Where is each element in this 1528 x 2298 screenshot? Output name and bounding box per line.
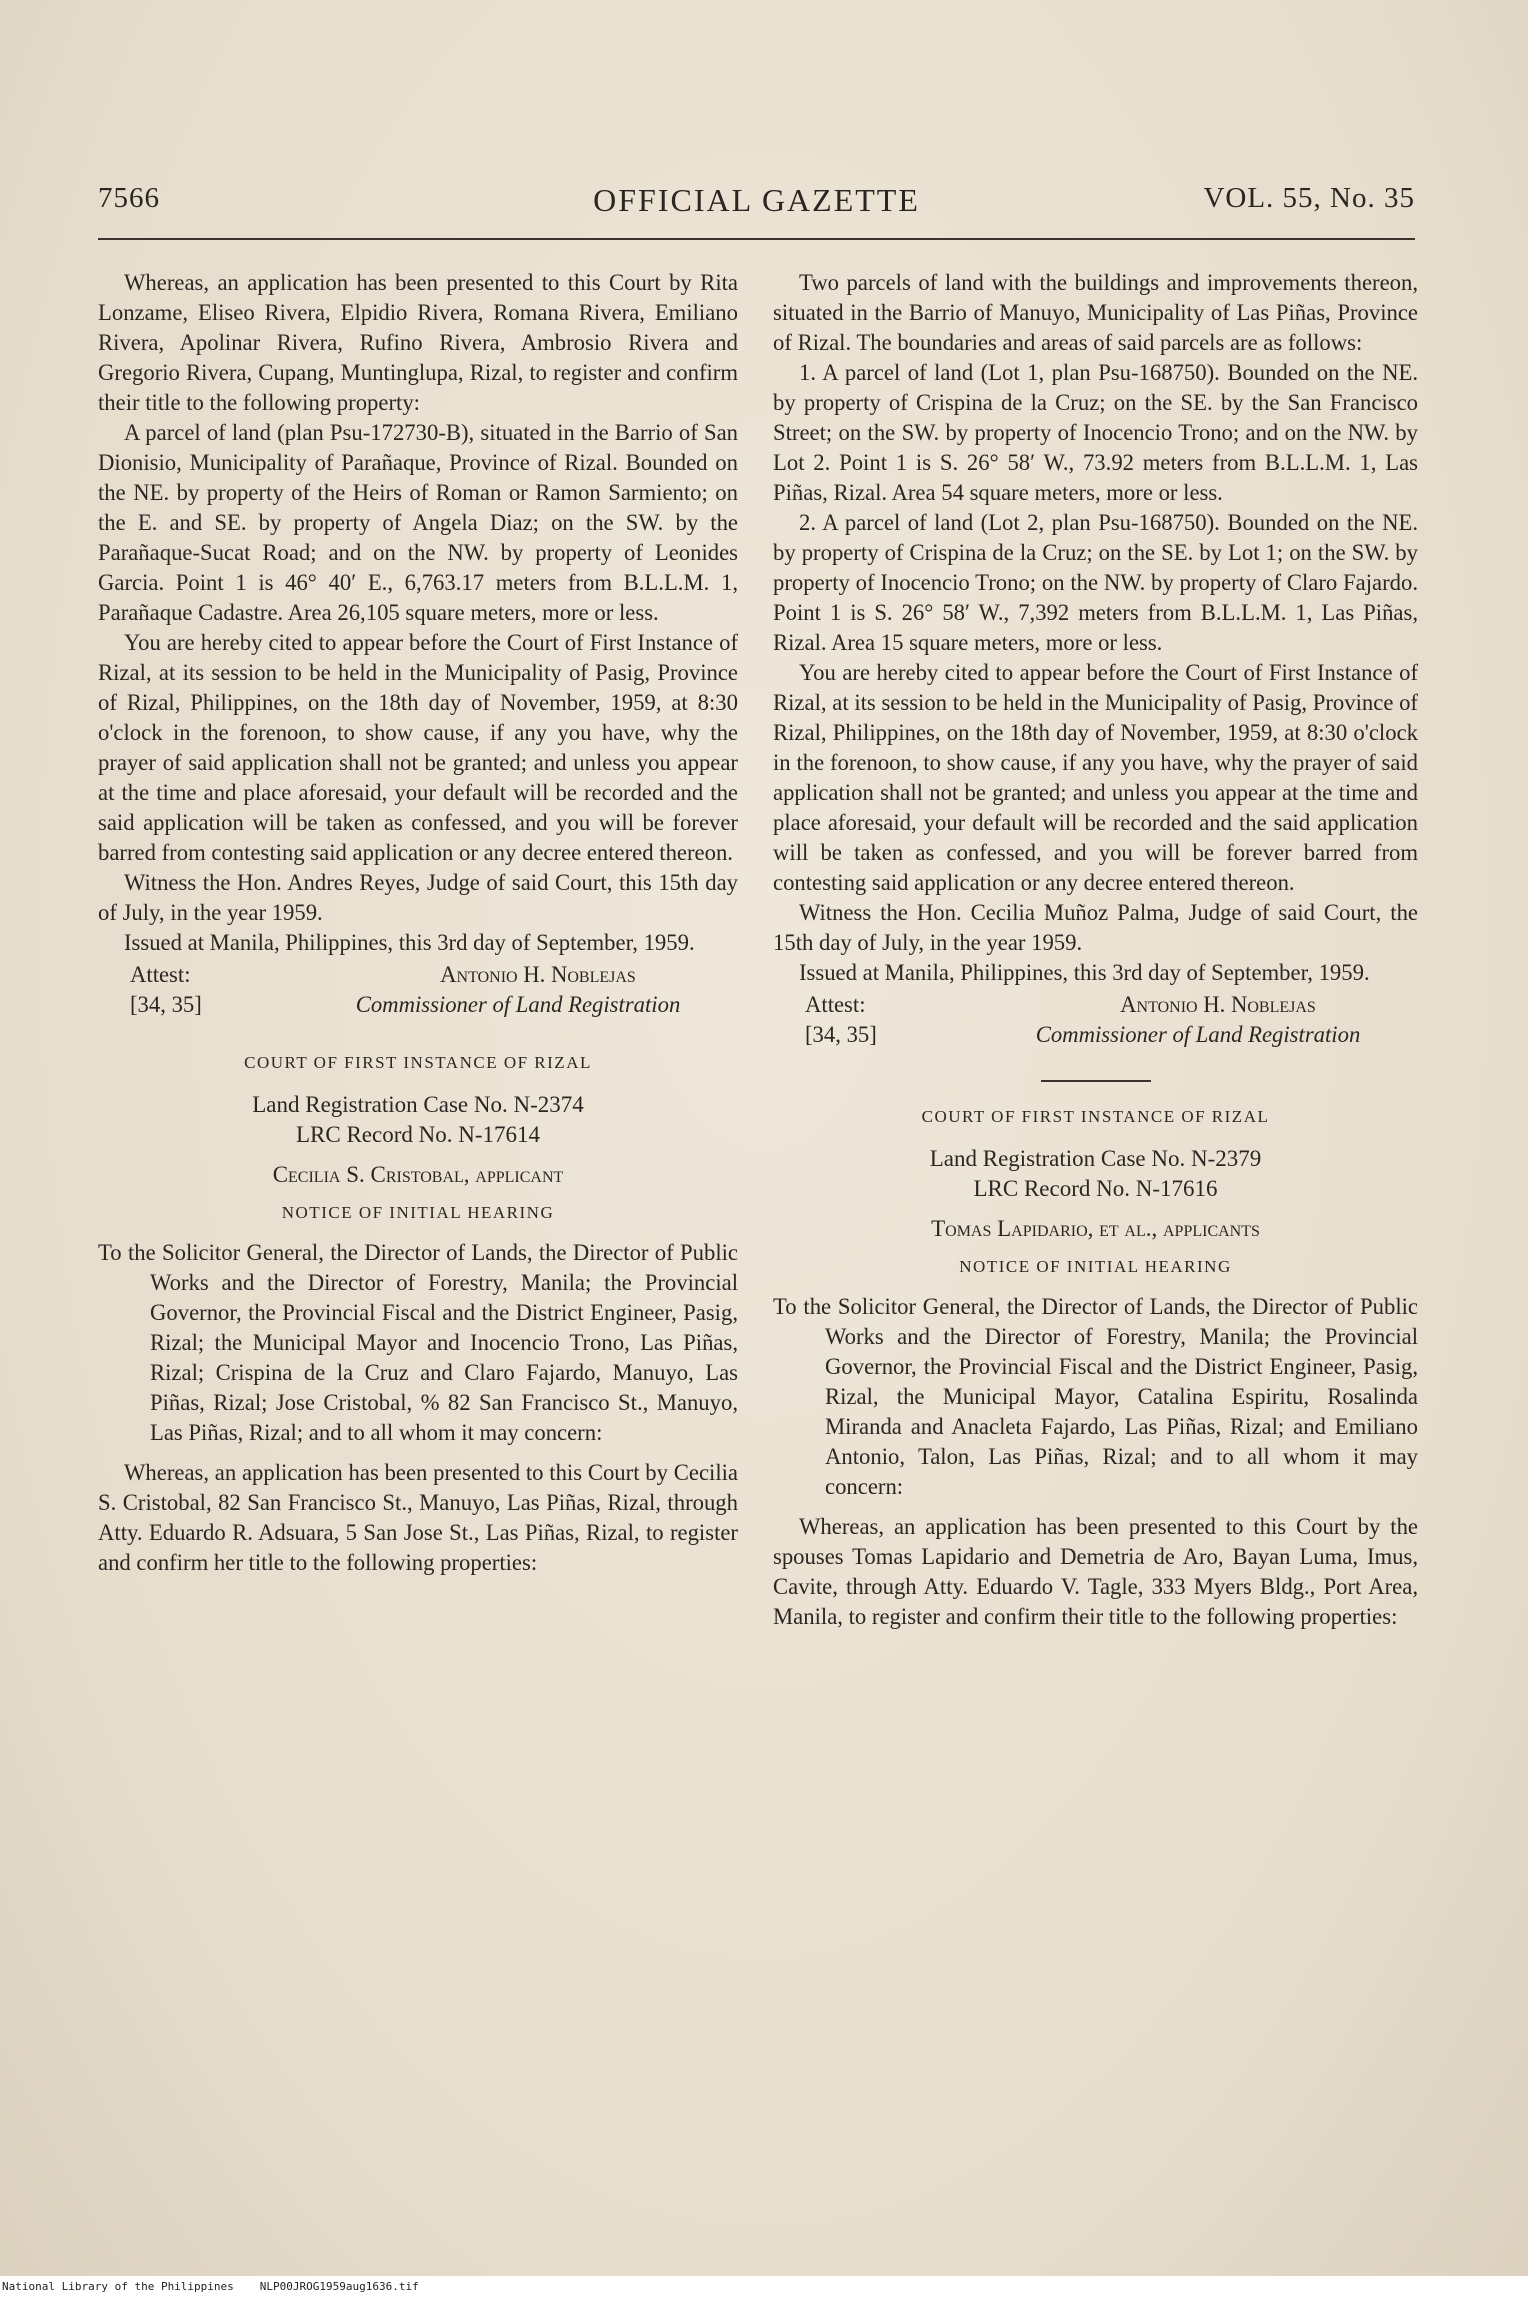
lrc-record: LRC Record No. N-17614	[295, 1122, 541, 1147]
notice-heading: NOTICE OF INITIAL HEARING	[281, 1203, 555, 1222]
publication-title: OFFICIAL GAZETTE	[593, 182, 920, 218]
source-filename: NLP00JROG1959aug1636.tif	[259, 2280, 419, 2293]
right-column	[773, 268, 1418, 1632]
addressee-paragraph: To the Solicitor General, the Director of Lands, the Director of Public Works and the Director of Forestry, Manila; the Provincial Governor, the Provincial Fiscal and the District Engineer, Pasig, Rizal, the Municipal Mayor, Catalina Espiritu, Rosalinda Miranda and Anacleta Fajardo, Las Piñas, Rizal; and Emiliano Antonio, Talon, Las Piñas, Rizal; and to all whom it may concern:	[773, 1294, 1418, 1499]
paragraph: Witness the Hon. Andres Reyes, Judge of said Court, this 15th day of July, in the year 1959.	[98, 870, 738, 925]
header-rule	[98, 238, 1415, 240]
paragraph: Whereas, an application has been presented to this Court by Cecilia S. Cristobal, 82 San Francisco St., Manuyo, Las Piñas, Rizal, through Atty. Eduardo R. Adsuara, 5 San Jose St., Las Piñas, Rizal, to register and confirm her title to the following properties:	[98, 1460, 738, 1575]
signatory-name: Antonio H. Noblejas	[1120, 992, 1316, 1017]
attest-label: Attest:	[805, 992, 866, 1017]
signatory-title: Commissioner of Land Registration	[1035, 1022, 1361, 1047]
notice-heading: NOTICE OF INITIAL HEARING	[959, 1257, 1232, 1276]
case-number: Land Registration Case No. N-2374	[252, 1092, 584, 1117]
paragraph: 2. A parcel of land (Lot 2, plan Psu-168750). Bounded on the NE. by property of Crispina de la Cruz; on the SE. by Lot 1; on the SW. by property of Inocencio Trono; on the NW. by property of Claro Fajardo. Point 1 is S. 26° 58′ W., 7,392 meters from B.L.L.M. 1, Las Piñas, Rizal. Area 15 square meters, more or less.	[773, 510, 1418, 655]
volume-number: VOL. 55, No. 35	[1203, 182, 1415, 214]
issue-reference: [34, 35]	[130, 992, 202, 1017]
paragraph: You are hereby cited to appear before the Court of First Instance of Rizal, at its session to be held in the Municipality of Pasig, Province of Rizal, Philippines, on the 18th day of November, 1959, at 8:30 o'clock in the forenoon, to show cause, if any you have, why the prayer of said application shall not be granted; and unless you appear at the time and place aforesaid, your default will be recorded and the said application will be taken as confessed, and you will be forever barred from contesting said application or any decree entered thereon.	[98, 630, 738, 865]
attestation-block	[773, 990, 1418, 1050]
paragraph: Whereas, an application has been presented to this Court by Rita Lonzame, Eliseo Rivera, Elpidio Rivera, Romana Rivera, Emiliano Rivera, Apolinar Rivera, Rufino Rivera, Ambrosio Rivera and Gregorio Rivera, Cupang, Muntinglupa, Rizal, to register and confirm their title to the following property:	[98, 270, 738, 415]
lrc-record: LRC Record No. N-17616	[973, 1176, 1218, 1201]
page-number: 7566	[98, 182, 160, 214]
court-heading: COURT OF FIRST INSTANCE OF RIZAL	[244, 1053, 592, 1072]
signatory-title: Commissioner of Land Registration	[355, 992, 681, 1017]
paragraph: Two parcels of land with the buildings and improvements thereon, situated in the Barrio of Manuyo, Municipality of Las Piñas, Province of Rizal. The boundaries and areas of said parcels are as follows:	[773, 270, 1418, 355]
scan-footer	[0, 2276, 1528, 2298]
attest-label: Attest:	[130, 962, 191, 987]
paragraph: Whereas, an application has been presented to this Court by the spouses Tomas Lapidario and Demetria de Aro, Bayan Luma, Imus, Cavite, through Atty. Eduardo V. Tagle, 333 Myers Bldg., Port Area, Manila, to register and confirm their title to the following properties:	[773, 1514, 1418, 1629]
applicant-line: Tomas Lapidario, et al., applicants	[931, 1216, 1260, 1241]
case-number: Land Registration Case No. N-2379	[929, 1146, 1262, 1171]
paragraph: A parcel of land (plan Psu-172730-B), situated in the Barrio of San Dionisio, Municipality of Parañaque, Province of Rizal. Bounded on the NE. by property of the Heirs of Roman or Ramon Sarmiento; on the E. and SE. by property of Angela Diaz; on the SW. by the Parañaque-Sucat Road; and on the NW. by property of Leonides Garcia. Point 1 is 46° 40′ E., 6,763.17 meters from B.L.L.M. 1, Parañaque Cadastre. Area 26,105 square meters, more or less.	[98, 420, 738, 625]
attestation-block	[98, 960, 738, 1020]
paragraph: Issued at Manila, Philippines, this 3rd day of September, 1959.	[124, 930, 695, 955]
page-header	[98, 182, 1415, 230]
paragraph: Issued at Manila, Philippines, this 3rd day of September, 1959.	[799, 960, 1370, 985]
paragraph: You are hereby cited to appear before the Court of First Instance of Rizal, at its session to be held in the Municipality of Pasig, Province of Rizal, Philippines, on the 18th day of November, 1959, at 8:30 o'clock in the forenoon, to show cause, if any you have, why the prayer of said application shall not be granted; and unless you appear at the time and place aforesaid, your default will be recorded and the said application will be taken as confessed, and you will be forever barred from contesting said application or any decree entered thereon.	[773, 660, 1418, 895]
applicant-line: Cecilia S. Cristobal, applicant	[272, 1162, 564, 1187]
spacer	[98, 1020, 738, 1048]
section-divider	[1041, 1080, 1151, 1082]
signatory-name: Antonio H. Noblejas	[440, 962, 636, 987]
left-column	[98, 268, 738, 1578]
paragraph: 1. A parcel of land (Lot 1, plan Psu-168750). Bounded on the NE. by property of Crispina de la Cruz; on the SE. by the San Francisco Street; on the SW. by property of Inocencio Trono; and on the NW. by Lot 2. Point 1 is S. 26° 58′ W., 73.92 meters from B.L.L.M. 1, Las Piñas, Rizal. Area 54 square meters, more or less.	[773, 360, 1418, 505]
court-heading: COURT OF FIRST INSTANCE OF RIZAL	[921, 1107, 1270, 1126]
library-credit: National Library of the Philippines	[2, 2280, 234, 2293]
paragraph: Witness the Hon. Cecilia Muñoz Palma, Judge of said Court, the 15th day of July, in the year 1959.	[773, 900, 1418, 955]
issue-reference: [34, 35]	[805, 1022, 877, 1047]
addressee-paragraph: To the Solicitor General, the Director of Lands, the Director of Public Works and the Director of Forestry, Manila; the Provincial Governor, the Provincial Fiscal and the District Engineer, Pasig, Rizal; the Municipal Mayor and Inocencio Trono, Las Piñas, Rizal; Crispina de la Cruz and Claro Fajardo, Manuyo, Las Piñas, Rizal; Jose Cristobal, % 82 San Francisco St., Manuyo, Las Piñas, Rizal; and to all whom it may concern:	[98, 1240, 738, 1445]
